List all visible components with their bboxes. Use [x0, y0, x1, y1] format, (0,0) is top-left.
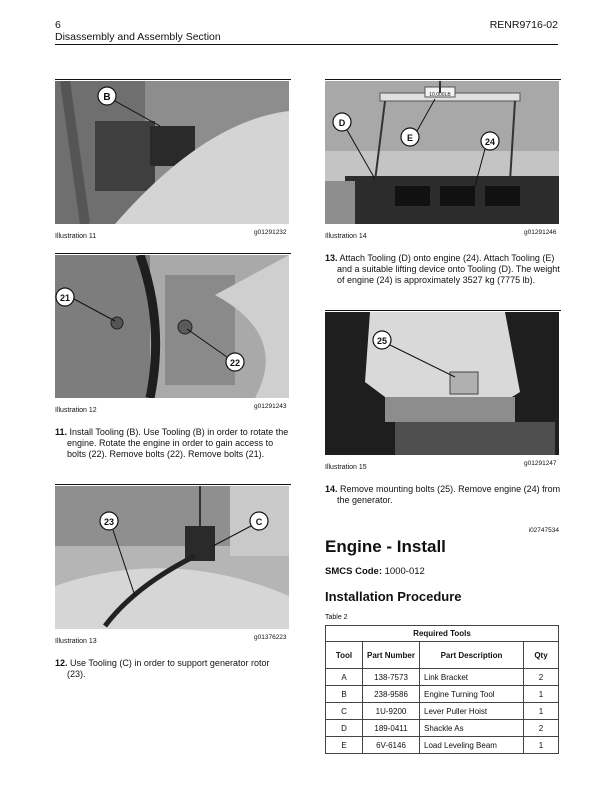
table-row [326, 737, 559, 754]
illustration-11-photo [55, 81, 289, 224]
step-13-number: 13. [325, 253, 338, 263]
illustration-12-photo [55, 255, 289, 398]
illustration-13-photo [55, 486, 289, 629]
step-12 [55, 658, 289, 680]
illustration-14-scale-text: 10,000LB [429, 92, 451, 98]
smcs-value: 1000-012 [384, 566, 425, 577]
step-11-text: Install Tooling (B). Use Tooling (B) in order to rotate the engine. Rotate the engine in order to gain access to bolts (22). Remove bolts (22). Remove bolts (21). [67, 427, 289, 460]
cell-desc: Lever Puller Hoist [420, 703, 524, 720]
callout-23-label: 23 [103, 517, 115, 527]
callout-e-label: E [406, 133, 414, 143]
cell-tool: D [326, 720, 363, 737]
cell-tool: E [326, 737, 363, 754]
callout-24-label: 24 [484, 137, 496, 147]
cell-desc: Engine Turning Tool [420, 686, 524, 703]
rule-ill12 [55, 253, 291, 254]
cell-qty: 1 [524, 686, 559, 703]
doc-number: RENR9716-02 [489, 19, 558, 31]
illustration-12-id: g01291243 [254, 403, 287, 410]
page-number: 6 [55, 19, 61, 31]
cell-part: 6V-6146 [363, 737, 420, 754]
install-ref-id: i02747534 [528, 527, 559, 534]
cell-desc: Link Bracket [420, 669, 524, 686]
install-title: Engine - Install [325, 537, 446, 556]
illustration-14-caption: Illustration 14 [325, 233, 367, 240]
cell-tool: B [326, 686, 363, 703]
step-14 [325, 484, 561, 506]
rule-ill15 [325, 310, 561, 311]
cell-desc: Shackle As [420, 720, 524, 737]
illustration-11-caption: Illustration 11 [55, 233, 97, 240]
cell-part: 138-7573 [363, 669, 420, 686]
header-rule [55, 44, 558, 45]
cell-qty: 1 [524, 737, 559, 754]
table-label: Table 2 [325, 614, 348, 621]
cell-qty: 2 [524, 669, 559, 686]
section-title: Disassembly and Assembly Section [55, 31, 221, 43]
table-row [326, 703, 559, 720]
callout-d-label: D [338, 118, 346, 128]
callout-25-label: 25 [376, 336, 388, 346]
step-13 [325, 253, 561, 287]
illustration-14-photo [325, 81, 559, 224]
callout-b-label: B [103, 92, 111, 103]
cell-part: 189-0411 [363, 720, 420, 737]
callout-c-label: C [255, 517, 263, 527]
table-row [326, 669, 559, 686]
cell-part: 1U-9200 [363, 703, 420, 720]
step-14-text: Remove mounting bolts (25). Remove engine (24) from the generator. [337, 484, 561, 506]
col-header-part-number: Part Number [363, 642, 420, 669]
callout-21-label: 21 [59, 293, 71, 303]
illustration-13-id: g01376223 [254, 634, 287, 641]
rule-ill11 [55, 79, 291, 80]
smcs-code [325, 566, 425, 577]
illustration-11-id: g01291232 [254, 229, 287, 236]
procedure-title: Installation Procedure [325, 589, 462, 604]
cell-tool: C [326, 703, 363, 720]
illustration-15-caption: Illustration 15 [325, 464, 367, 471]
col-header-tool: Tool [326, 642, 363, 669]
table-title: Required Tools [326, 626, 559, 642]
table-row [326, 720, 559, 737]
table-row [326, 686, 559, 703]
step-12-text: Use Tooling (C) in order to support generator rotor (23). [67, 658, 270, 680]
illustration-13-caption: Illustration 13 [55, 638, 97, 645]
illustration-12-caption: Illustration 12 [55, 407, 97, 414]
step-12-number: 12. [55, 658, 68, 668]
step-11 [55, 427, 289, 461]
cell-desc: Load Leveling Beam [420, 737, 524, 754]
cell-part: 238-9586 [363, 686, 420, 703]
illustration-15-photo [325, 312, 559, 455]
rule-ill14 [325, 79, 561, 80]
required-tools-table [325, 625, 559, 754]
step-11-number: 11. [55, 427, 68, 437]
col-header-qty: Qty [524, 642, 559, 669]
cell-qty: 2 [524, 720, 559, 737]
cell-qty: 1 [524, 703, 559, 720]
rule-ill13 [55, 484, 291, 485]
illustration-15-id: g01291247 [524, 460, 557, 467]
smcs-label: SMCS Code: [325, 566, 382, 577]
illustration-14-id: g01291246 [524, 229, 557, 236]
step-13-text: Attach Tooling (D) onto engine (24). Attach Tooling (E) and a suitable lifting device onto Tooling (D). The weight of engine (24) is approximately 3527 kg (7775 lb). [337, 253, 560, 286]
step-14-number: 14. [325, 484, 338, 494]
cell-tool: A [326, 669, 363, 686]
col-header-part-description: Part Description [420, 642, 524, 669]
callout-22-label: 22 [229, 358, 241, 368]
